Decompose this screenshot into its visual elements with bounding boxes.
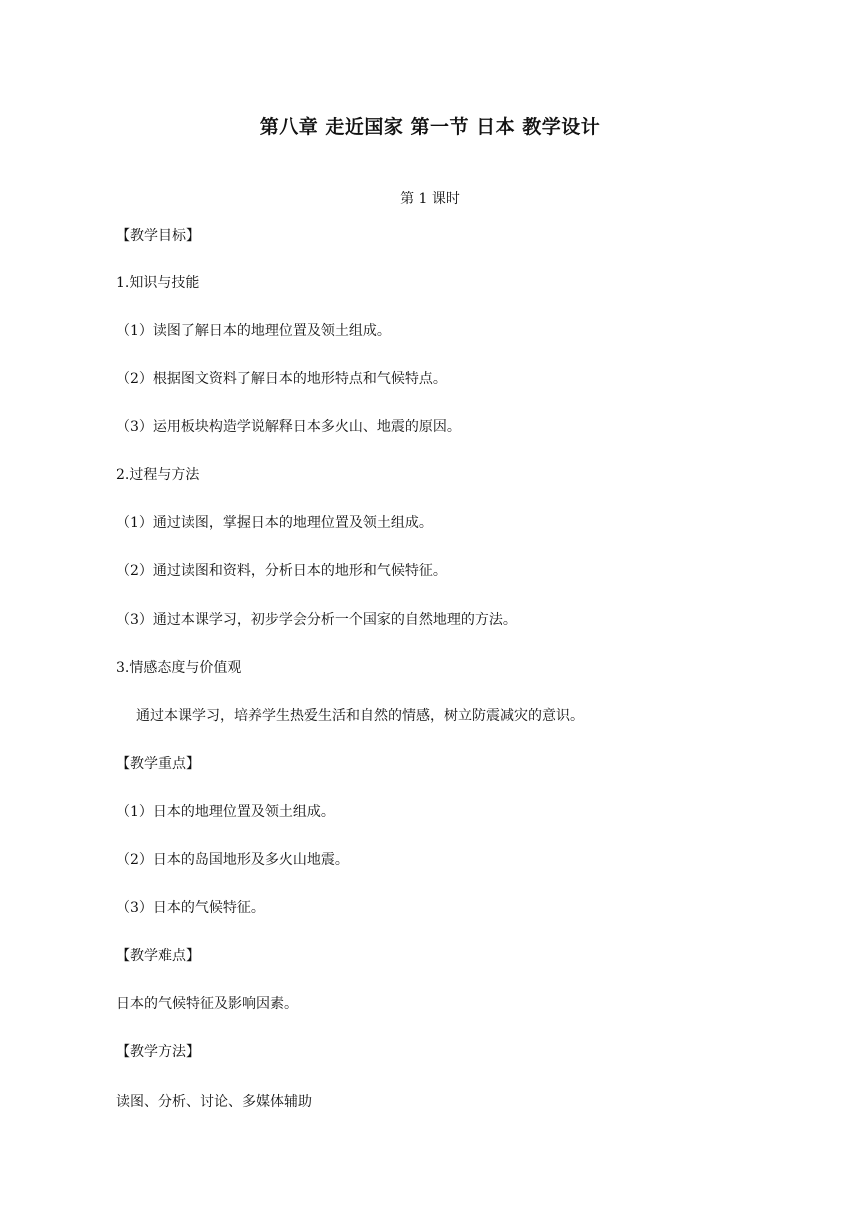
key-point-item-2: （2）日本的岛国地形及多火山地震。 (116, 852, 349, 868)
process-item-1: （1）通过读图，掌握日本的地理位置及领土组成。 (116, 515, 433, 531)
methods-text: 读图、分析、讨论、多媒体辅助 (116, 1094, 312, 1110)
key-points-heading: 【教学重点】 (116, 756, 200, 772)
emotion-values-label: 3.情感态度与价值观 (116, 660, 242, 676)
process-item-3: （3）通过本课学习，初步学会分析一个国家的自然地理的方法。 (116, 612, 517, 628)
process-method-label: 2.过程与方法 (116, 467, 200, 483)
lesson-period: 第 1 课时 (400, 191, 460, 207)
knowledge-item-1: （1）读图了解日本的地理位置及领土组成。 (116, 323, 391, 339)
difficulties-text: 日本的气候特征及影响因素。 (116, 996, 298, 1012)
key-point-item-3: （3）日本的气候特征。 (116, 900, 265, 916)
document-title: 第八章 走近国家 第一节 日本 教学设计 (259, 116, 601, 138)
key-point-item-1: （1）日本的地理位置及领土组成。 (116, 804, 335, 820)
process-item-2: （2）通过读图和资料，分析日本的地形和气候特征。 (116, 563, 447, 579)
difficulties-heading: 【教学难点】 (116, 948, 200, 964)
knowledge-skills-label: 1.知识与技能 (116, 275, 200, 291)
emotion-values-text: 通过本课学习，培养学生热爱生活和自然的情感，树立防震减灾的意识。 (136, 708, 584, 724)
objectives-heading: 【教学目标】 (116, 228, 200, 244)
methods-heading: 【教学方法】 (116, 1044, 200, 1060)
knowledge-item-2: （2）根据图文资料了解日本的地形特点和气候特点。 (116, 371, 447, 387)
knowledge-item-3: （3）运用板块构造学说解释日本多火山、地震的原因。 (116, 419, 461, 435)
